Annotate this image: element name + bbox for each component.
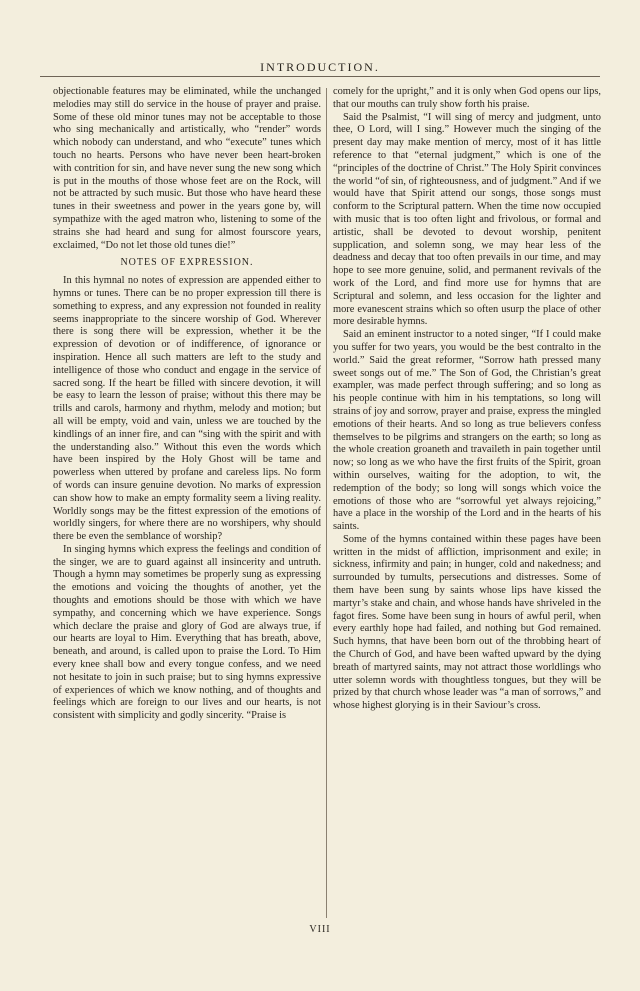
paragraph: Said an eminent instructor to a noted singer, “If I could make you suffer for two years, you would be the best contralto in the world.” Said the great reformer, “Sorrow hath pressed many sweet songs out of me.” The Son of God, the Christian’s great exampler, was made perfect through suffering; and so long as his people continue with him in his temptations, so long will strains of joy and sorrow, prayer and praise, express the mingled emotions of their hearts. And so long as true believers confess themselves to be pilgrims and strangers on the earth; so long as the whole creation groaneth and travaileth in pain together until now; so long as we who have the first fruits of the Spirit, groan within ourselves, waiting for the adoption, to wit, the redemption of the body; so long will songs which voice the emotions of those who are “sorrowful yet always rejoicing,” have a place in the worship of the Lord and in the hearts of his saints. bbox=[333, 329, 601, 533]
paragraph: Some of the hymns contained within these pages have been written in the midst of affliction, imprisonment and exile; in sickness, infirmity and pain; in hunger, cold and nakedness; and surrounded by tumults, persecutions and distresses. Some of them have been sung by saints whose lips have kissed the martyr’s stake and chain, and whose hands have shriveled in the fagot fires. Some have been sung in hours of awful peril, when every earthly hope had failed, and nothing but God remained. Such hymns, that have been born out of the throbbing heart of the Church of God, and have been wafted upward by the dying breath of martyred saints, may not attract those worldlings who utter solemn words with thoughtless tongues, but they will be prized by that church whose leader was “a man of sorrows,” and whose highest glorying is in their Saviour’s cross. bbox=[333, 533, 601, 712]
right-column bbox=[333, 86, 601, 713]
page-number: VIII bbox=[309, 924, 331, 935]
header-rule bbox=[40, 76, 600, 77]
section-heading: NOTES OF EXPRESSION. bbox=[120, 257, 254, 269]
paragraph: In singing hymns which express the feelings and condition of the singer, we are to guard against all insincerity and untruth. Though a hymn may sometimes be properly sung as expressing the emotions and voicing the thoughts of another, yet the thoughts and emotions should be those with which we have sympathy, and concerning which we have experience. Songs which declare the praise and glory of God are always true, if our hearts are loyal to Him. Everything that has breath, above, beneath, and around, is called upon to praise the Lord. To Him every knee shall bow and every tongue confess, and we need not hesitate to join in such praise; but to sing hymns expressive of experiences of which we know nothing, and of thoughts and feelings which are foreign to our lives and our hearts, is not consistent with simplicity and godly sincerity. “Praise is bbox=[53, 543, 321, 722]
paragraph: In this hymnal no notes of expression are appended either to hymns or tunes. There can be no proper expression till there is something to express, and any expression not founded in reality seems inappropriate to the sincere worship of God. Wherever there is song there will be expression, whether it be the expression of devotion or of indifference, of ignorance or inspiration. Hence all such matters are left to the study and intelligence of those who conduct and engage in the service of sacred song. If the heart be filled with sincere devotion, it will be easy to learn the lesson of praise; without this there may be trills and carols, harmony and rhythm, melody and motion; but all will be empty, void and vain, unless we are touched by the kindlings of an inner fire, and can “sing with the spirit and with the understanding also.” Without this even the words which have been inspired by the Holy Ghost will be tame and powerless when uttered by profane and careless lips. No form of words can insure genuine devotion. No marks of expression can show how to make an empty formality seem a living reality. Worldly songs may be the fittest expression of the emotions of worldly singers, for where there are no worshipers, why should there be even the semblance of worship? bbox=[53, 275, 321, 543]
column-divider bbox=[326, 88, 327, 918]
running-head: INTRODUCTION. bbox=[260, 60, 380, 74]
left-column bbox=[53, 86, 321, 723]
paragraph: Said the Psalmist, “I will sing of mercy and judgment, unto thee, O Lord, will I sing.” However much the singing of the present day may make mention of mercy, most of it has little reference to that “eternal judgment,” which is one of the “principles of the doctrine of Christ.” The Holy Spirit convinces the world “of sin, of righteousness, and of judgment.” And if we would have that Spirit attend our songs, those songs must conform to the Scriptural pattern. When the time now occupied with music that is too often light and frivolous, or formal and artistic, shall be devoted to devout worship, penitent supplication, and solemn song, we may hear less of the deadness and decay that too often prevails in our time, and may hope to see more genuine, solid, and permanent revivals of the work of the Lord, and find more use for hymns that are Scriptural and solemn, and less occasion for the lighter and more evanescent strains which so often usurp the place of other more desirable hymns. bbox=[333, 111, 601, 328]
paragraph: objectionable features may be eliminated, while the unchanged melodies may still do service in the house of prayer and praise. Some of these old minor tunes may not be acceptable to those who sing mechanically and artistically, who “render” words which nobody can understand, and who “execute” tunes which touch no hearts. Persons who have never been heart-broken with contrition for sin, and have never sung the new song which is put in the mouths of those whose feet are on the Rock, will not be attracted by such music. But those who have heard these tunes in their sweetness and power in the years gone by, will sympathize with the aged matron who, listening to some of the strains she had heard and sung for almost fourscore years, exclaimed, “Do not let those old tunes die!” bbox=[53, 86, 321, 251]
paragraph: comely for the upright,” and it is only when God opens our lips, that our mouths can truly show forth his praise. bbox=[333, 86, 601, 110]
